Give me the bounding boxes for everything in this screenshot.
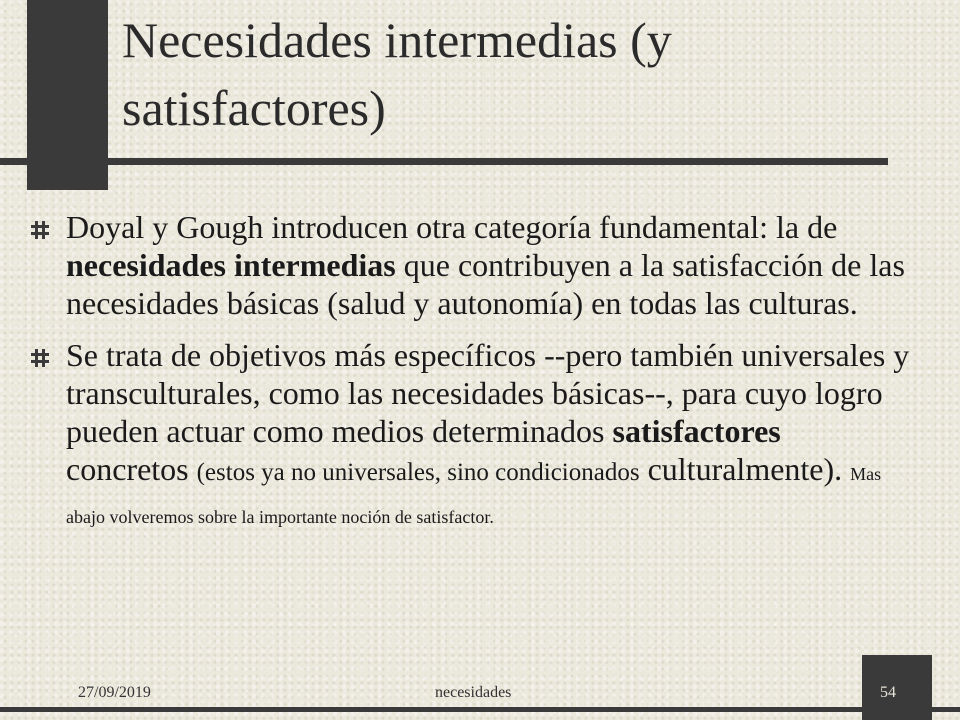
bullet-item-2	[30, 336, 910, 536]
bullet-2-text-b: concretos	[66, 451, 197, 487]
bullet-item-1	[30, 208, 910, 322]
footer-title: necesidades	[435, 684, 512, 701]
bullet-1-text-b: que contribuyen a la satisfacción de las necesidades básicas (salud y autonomía) en todas las culturas.	[66, 247, 905, 321]
bullet-2-text-a: Se trata de objetivos más específicos --pero también universales y transculturales, como las necesidades básicas--, para cuyo logro pueden actuar como medios determinados	[66, 337, 910, 449]
page-number-box	[862, 655, 932, 720]
bullet-2-text-c: culturalmente).	[639, 451, 851, 487]
hash-bullet-icon	[30, 220, 50, 240]
page-number: 54	[880, 684, 896, 701]
footer-rule	[0, 707, 960, 712]
title-underline-rule	[0, 158, 888, 165]
bullet-2-small-text: (estos ya no universales, sino condicionados	[196, 459, 640, 486]
slide-title: Necesidades intermedias (y satisfactores)	[122, 12, 672, 136]
bullet-text-2	[66, 336, 910, 536]
hash-bullet-icon	[30, 348, 50, 368]
bullet-text-1	[66, 208, 910, 322]
bullet-2-bold-term: satisfactores	[612, 413, 781, 449]
bullet-1-text-a: Doyal y Gough introducen otra categoría fundamental: la de	[66, 209, 838, 245]
bullet-1-bold-term: necesidades intermedias	[66, 247, 396, 283]
slide-body	[30, 208, 910, 550]
bullet-2-footnote-text: Mas abajo volveremos sobre la importante noción de satisfactor.	[66, 464, 882, 527]
footer-date: 27/09/2019	[78, 684, 151, 701]
